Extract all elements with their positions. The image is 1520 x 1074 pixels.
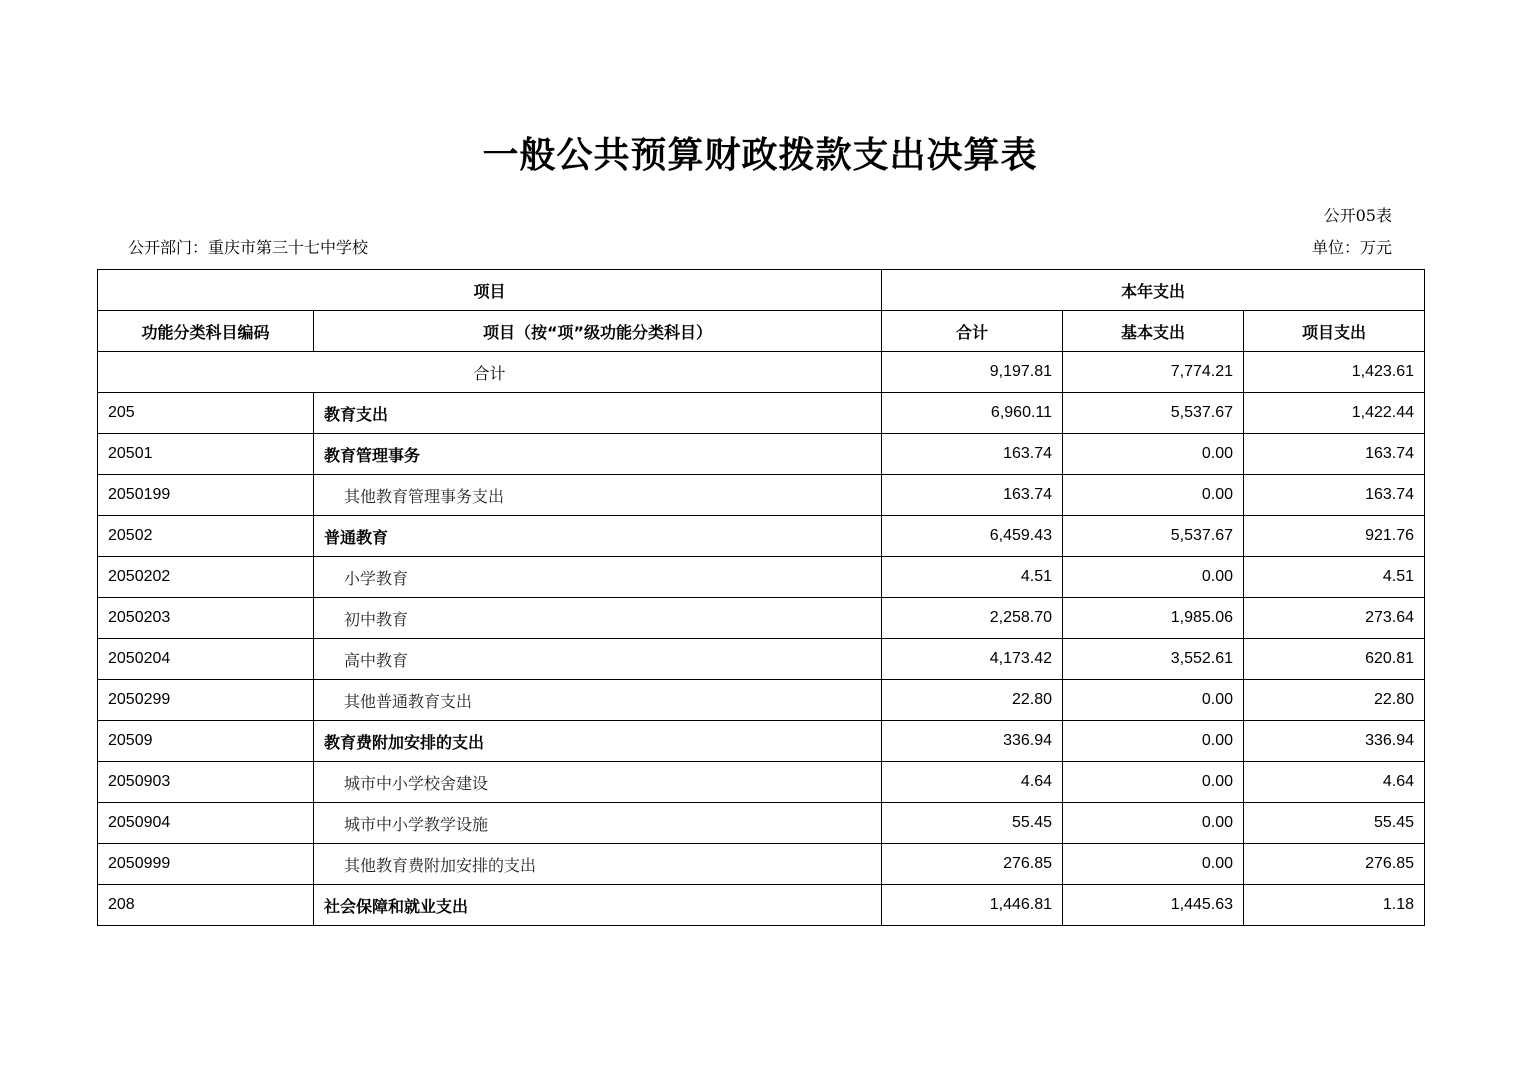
row-basic: 3,552.61 [1063,639,1244,680]
row-code: 20509 [98,721,314,762]
row-code: 20501 [98,434,314,475]
table-row [98,680,1425,721]
page-title: 一般公共预算财政拨款支出决算表 [482,135,1038,176]
total-proj: 1,423.61 [1244,352,1425,393]
row-proj: 921.76 [1244,516,1425,557]
row-proj: 163.74 [1244,434,1425,475]
row-code: 2050204 [98,639,314,680]
row-total: 163.74 [882,434,1063,475]
row-basic: 0.00 [1063,557,1244,598]
table-row [98,475,1425,516]
header-basic: 基本支出 [1063,311,1244,352]
table-row [98,516,1425,557]
row-proj: 1,422.44 [1244,393,1425,434]
row-total: 163.74 [882,475,1063,516]
row-name: 教育支出 [314,393,882,434]
header-row-1 [98,270,1425,311]
row-basic: 0.00 [1063,762,1244,803]
header-row-2 [98,311,1425,352]
row-total: 22.80 [882,680,1063,721]
row-code: 20502 [98,516,314,557]
row-basic: 0.00 [1063,475,1244,516]
row-name: 社会保障和就业支出 [314,885,882,926]
row-code: 2050903 [98,762,314,803]
form-number: 公开05表 [1323,206,1392,225]
row-code: 205 [98,393,314,434]
table-row [98,557,1425,598]
row-code: 2050202 [98,557,314,598]
table-row [98,885,1425,926]
header-item: 项目（按“项”级功能分类科目） [314,311,882,352]
row-basic: 5,537.67 [1063,516,1244,557]
row-total: 2,258.70 [882,598,1063,639]
row-proj: 163.74 [1244,475,1425,516]
row-name: 其他普通教育支出 [314,680,882,721]
row-name: 小学教育 [314,557,882,598]
row-total: 276.85 [882,844,1063,885]
row-code: 208 [98,885,314,926]
row-proj: 336.94 [1244,721,1425,762]
row-name: 城市中小学校舍建设 [314,762,882,803]
unit-label: 单位：万元 [1311,238,1392,257]
row-code: 2050904 [98,803,314,844]
table-row [98,434,1425,475]
row-total: 1,446.81 [882,885,1063,926]
row-name: 城市中小学教学设施 [314,803,882,844]
row-total: 55.45 [882,803,1063,844]
row-proj: 4.51 [1244,557,1425,598]
table-row [98,639,1425,680]
header-proj: 项目支出 [1244,311,1425,352]
header-total: 合计 [882,311,1063,352]
row-basic: 1,985.06 [1063,598,1244,639]
row-name: 其他教育费附加安排的支出 [314,844,882,885]
total-row [98,352,1425,393]
row-total: 6,459.43 [882,516,1063,557]
header-project: 项目 [98,270,882,311]
header-code: 功能分类科目编码 [98,311,314,352]
row-total: 336.94 [882,721,1063,762]
row-name: 其他教育管理事务支出 [314,475,882,516]
row-basic: 1,445.63 [1063,885,1244,926]
row-name: 教育费附加安排的支出 [314,721,882,762]
row-basic: 5,537.67 [1063,393,1244,434]
total-basic: 7,774.21 [1063,352,1244,393]
row-code: 2050999 [98,844,314,885]
row-name: 高中教育 [314,639,882,680]
row-code: 2050299 [98,680,314,721]
row-total: 4.51 [882,557,1063,598]
row-proj: 4.64 [1244,762,1425,803]
row-total: 4.64 [882,762,1063,803]
header-current-year: 本年支出 [882,270,1425,311]
row-proj: 1.18 [1244,885,1425,926]
row-basic: 0.00 [1063,803,1244,844]
table-row [98,721,1425,762]
table-row [98,844,1425,885]
table-row [98,598,1425,639]
row-basic: 0.00 [1063,721,1244,762]
row-proj: 276.85 [1244,844,1425,885]
row-basic: 0.00 [1063,434,1244,475]
department-label: 公开部门：重庆市第三十七中学校 [128,238,369,257]
total-label: 合计 [98,352,882,393]
row-proj: 55.45 [1244,803,1425,844]
row-total: 6,960.11 [882,393,1063,434]
budget-table [97,269,1425,926]
row-proj: 22.80 [1244,680,1425,721]
table-row [98,393,1425,434]
table-row [98,803,1425,844]
row-proj: 273.64 [1244,598,1425,639]
row-code: 2050203 [98,598,314,639]
row-name: 普通教育 [314,516,882,557]
row-name: 初中教育 [314,598,882,639]
row-code: 2050199 [98,475,314,516]
total-total: 9,197.81 [882,352,1063,393]
row-total: 4,173.42 [882,639,1063,680]
row-proj: 620.81 [1244,639,1425,680]
row-basic: 0.00 [1063,844,1244,885]
row-name: 教育管理事务 [314,434,882,475]
row-basic: 0.00 [1063,680,1244,721]
table-row [98,762,1425,803]
